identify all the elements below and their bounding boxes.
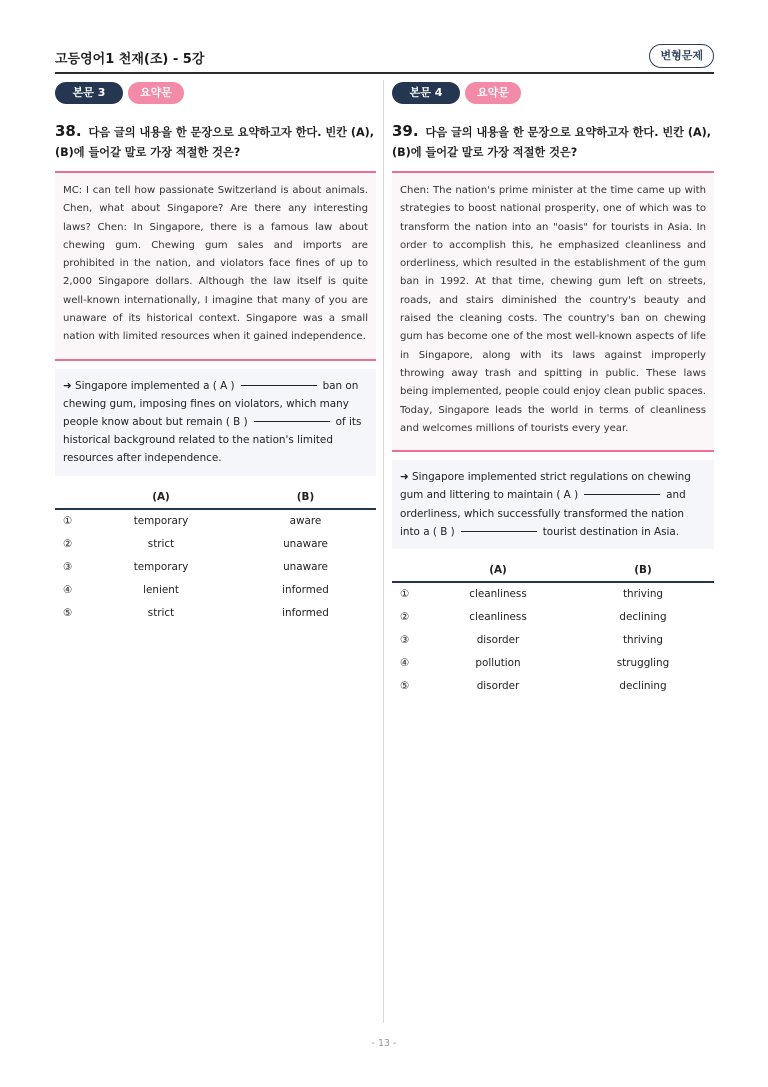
page-number: - 13 - (371, 1038, 397, 1049)
answer-option[interactable] (392, 606, 714, 629)
option-number: ④ (400, 657, 410, 670)
answer-option[interactable] (392, 629, 714, 652)
blank-b (461, 531, 537, 532)
question-prompt (392, 121, 714, 173)
column-a-header: (A) (489, 563, 507, 576)
tags (392, 82, 714, 104)
page-title: 고등영어1 천재(조) - 5강 (55, 52, 205, 67)
question-text: 다음 글의 내용을 한 문장으로 요약하고자 한다. 빈칸 (A), (B)에 들어갈 말로 가장 적절한 것은? (55, 126, 374, 159)
answer-table-header (392, 559, 714, 583)
column-divider (383, 80, 384, 1023)
question-prompt (55, 121, 376, 173)
option-a: pollution (475, 657, 521, 670)
option-b: struggling (616, 657, 670, 670)
passage: MC: I can tell how passionate Switzerland is about animals. Chen, what about Singapore? Are there any interesting laws? Chen: In Singapore, there is a famous law about chewing gum. Chewing gum sales and imports are prohibited in the nation, and violators face fines of up to 2,000 Singapore dollars. Although the law itself is quite well-known internationally, I imagine that many of you are unaware of its historical context. Singapore was a small nation with limited resources when it gained independence. (55, 173, 376, 361)
option-number: ① (63, 515, 73, 528)
option-b: thriving (622, 588, 664, 601)
blank-a (241, 385, 317, 386)
answer-table (392, 559, 714, 698)
badge-variant-questions: 변형문제 (649, 44, 714, 68)
option-a: disorder (476, 634, 520, 647)
answer-table (55, 486, 376, 625)
answer-option[interactable] (392, 675, 714, 698)
page-header (55, 44, 714, 74)
option-a: cleanliness (469, 588, 527, 601)
option-b: aware (289, 515, 322, 528)
summary-box (392, 460, 714, 549)
section-tag: 본문 4 (392, 82, 460, 104)
option-a: disorder (476, 680, 520, 693)
answer-option[interactable] (55, 556, 376, 579)
option-number: ③ (400, 634, 410, 647)
summary-text-1: ➜ Singapore implemented a ( A ) (63, 379, 235, 392)
option-b: informed (282, 584, 329, 597)
section-tag: 본문 3 (55, 82, 123, 104)
option-a: lenient (143, 584, 179, 597)
tags (55, 82, 376, 104)
type-tag: 요약문 (465, 82, 521, 104)
answer-option[interactable] (392, 652, 714, 675)
column-b-header: (B) (634, 563, 652, 576)
option-number: ① (400, 588, 410, 601)
column-a-header: (A) (152, 490, 170, 503)
answer-option[interactable] (55, 579, 376, 602)
summary-text-2: ban on chewing gum, imposing fines on violators, which many people know about but remain ( B ) (63, 379, 359, 429)
summary-box (55, 369, 376, 476)
question-text: 다음 글의 내용을 한 문장으로 요약하고자 한다. 빈칸 (A), (B)에 들어갈 말로 가장 적절한 것은? (392, 126, 711, 159)
option-b: unaware (283, 538, 328, 551)
passage: Chen: The nation's prime minister at the time came up with strategies to boost national prosperity, one of which was to transform the nation into an "oasis" for tourists in Asia. In order to accomplish this, he emphasized cleanliness and orderliness, which resulted in the establishment of the gum ban in 1992. At that time, chewing gum left on streets, roads, and stairs diminished the country's beauty and raised the cleaning costs. The country's ban on chewing gum has become one of the most well-known aspects of life in Singapore, along with its laws against improperly throwing away trash and spitting in public. These laws being implemented, people could enjoy clean public spaces. Today, Singapore leads the world in terms of cleanliness and welcomes millions of tourists every year. (392, 173, 714, 452)
summary-text-1: ➜ Singapore implemented strict regulations on chewing gum and littering to maintain ( A ) (400, 471, 691, 502)
question-number: 39. (392, 122, 419, 140)
option-number: ② (63, 538, 73, 551)
question-38-column (55, 82, 376, 625)
option-a: strict (147, 538, 175, 551)
option-a: strict (147, 607, 175, 620)
answer-table-header (55, 486, 376, 510)
option-a: temporary (133, 515, 189, 528)
option-number: ⑤ (400, 680, 410, 693)
option-number: ③ (63, 561, 73, 574)
option-a: temporary (133, 561, 189, 574)
summary-text-3: of its historical background related to the nation's limited resources after independence. (63, 416, 362, 465)
option-b: unaware (283, 561, 328, 574)
blank-b (254, 421, 330, 422)
type-tag: 요약문 (128, 82, 184, 104)
option-b: informed (282, 607, 329, 620)
question-39-column (392, 82, 714, 698)
question-number: 38. (55, 122, 82, 140)
option-number: ⑤ (63, 607, 73, 620)
option-number: ④ (63, 584, 73, 597)
option-a: cleanliness (469, 611, 527, 624)
answer-option[interactable] (392, 583, 714, 606)
option-b: declining (619, 611, 667, 624)
summary-text-3: tourist destination in Asia. (542, 525, 680, 538)
option-b: thriving (622, 634, 664, 647)
option-b: declining (619, 680, 667, 693)
blank-a (584, 494, 660, 495)
column-b-header: (B) (296, 490, 315, 503)
answer-option[interactable] (55, 602, 376, 625)
summary-text-2: and orderliness, which successfully transformed the nation into a ( B ) (400, 489, 686, 538)
answer-option[interactable] (55, 510, 376, 533)
answer-option[interactable] (55, 533, 376, 556)
option-number: ② (400, 611, 410, 624)
